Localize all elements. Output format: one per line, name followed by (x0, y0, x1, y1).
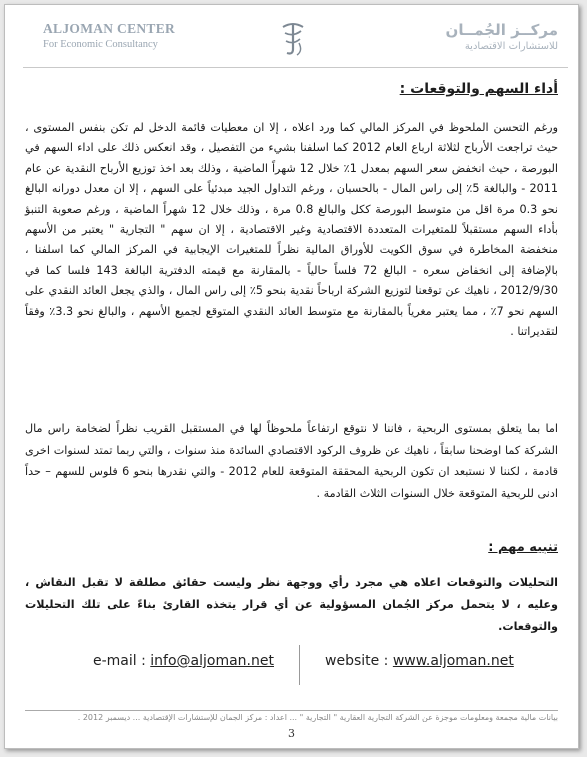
company-name-ar: مركــز الجُمــان (445, 21, 558, 39)
section-title: أداء السهم والتوقعات : (399, 81, 558, 97)
contact-divider (299, 645, 300, 685)
footer-divider (25, 710, 558, 711)
disclaimer-paragraph: التحليلات والتوقعات اعلاه هي مجرد رأي ووجهة نظر وليست حقائق مطلقة لا تقبل النقاش ، وعليه ، لا يتحمل مركز الجُمان المسؤولية عن أي قرار يتخذه القارئ بناءً على تلك التحليلات والتوقعات. (25, 576, 558, 633)
warning-title: تنبيه مهم : (488, 540, 558, 555)
footer-text: بيانات مالية مجمعة ومعلومات موجزة عن الشركة التجارية العقارية " التجارية " ... اعداد : مركز الجمان للإستشارات الإقتصادية ... ديسمبر 2012 . (77, 713, 558, 722)
paragraph-share-performance: ورغم التحسن الملحوظ في المركز المالي كما ورد اعلاه ، إلا ان معطيات قائمة الدخل لم تكن بنفس المستوى ، حيث تراجعت الأرباح لثلاثة ارباع العام 2012 كما اسلفنا بشيء من التفصيل ، وقد انعكس ذلك على اداء السهم في البورصة ، حيث انخفض سعر السهم بمعدل 1٪ خلال 12 شهراً الماضية ، وذلك بعد اخذ توزيع الأرباح النقدية عن عام 2011 - والبالغة 5٪ إلى راس المال - بالحسبان ، ورغم التداول الجيد مبدئياً على السهم ، إلا ان معدل دورانه البالغ نحو 0.3 مرة اقل من متوسط البورصة ككل والبالغ 0.8 مرة ، وذلك خلال 12 شهراً الماضية ، ورغم صعوبة التنبؤ بأداء السهم مستقبلاً للمتغيرات المتعددة الاقتصادية وغير الاقتصادية ، إلا ان سهم " التجارية " يعتبر من الأسهم منخفضة المخاطرة في سوق الكويت للأوراق المالية نظراً للمتغيرات الإيجابية في المركز المالي كما اسلفنا ، بالإضافة إلى انخفاض سعره - البالغ 72 فلساً حالياً - بالمقارنة مع قيمته الدفترية البالغة 143 فلسا كما في 2012/9/30 ، ناهيك عن توقعنا لتوزيع الشركة ارباحاً نقدية بنحو 5٪ إلى راس المال ، والذي يجعل العائد النقدي على السهم نحو 7٪ ، مما يعتبر مغرياً بالمقارنة مع متوسط العائد النقدي المتوقع لجميع الأسهم ، والبالغ نحو 3.3٪ وفقاً لتقديراتنا . (25, 121, 559, 339)
contact-email (93, 653, 274, 669)
company-tagline-en: For Economic Consultancy (43, 39, 158, 50)
header-company-en (43, 21, 175, 50)
paragraph-profitability: اما بما يتعلق بمستوى الربحية ، فاننا لا نتوقع ارتفاعاً ملحوظاً لها في المستقبل القريب نظراً لضخامة راس مال الشركة كما اوضحنا سابقاً ، ناهيك عن ظروف الركود الاقتصادي السائدة منذ سنوات ، والتي ربما تمتد لسنوات اخرى قادمة ، لكننا لا نستبعد ان تكون الربحية المحققة المتوقعة للعام 2012 - والتي نقدرها بنحو 6 فلوس للسهم – حداً ادنى للربحية المتوقعة خلال السنوات الثلاث القادمة . (25, 422, 558, 500)
website-link[interactable]: www.aljoman.net (392, 653, 514, 669)
company-tagline-ar: للاستشارات الاقتصادية (464, 41, 558, 52)
page-number: 3 (288, 727, 295, 740)
website-label: website : (325, 653, 389, 669)
company-name-en: ALJOMAN CENTER (43, 21, 176, 36)
contact-website (325, 653, 514, 669)
email-link[interactable]: info@aljoman.net (150, 653, 274, 669)
document-page (4, 4, 579, 749)
header-company-ar (446, 21, 558, 52)
aljoman-logo-icon (273, 19, 313, 59)
header-divider (23, 67, 568, 68)
email-label: e-mail : (93, 653, 146, 669)
